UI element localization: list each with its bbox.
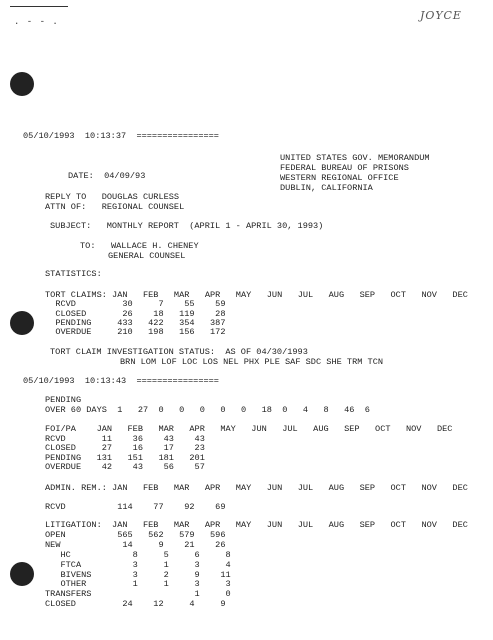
foi-row-closed: CLOSED 27 16 17 23 xyxy=(45,443,205,453)
foi-row-overdue: OVERDUE 42 43 56 57 xyxy=(45,462,205,472)
lit-table-header: LITIGATION: JAN FEB MAR APR MAY JUN JUL AUG SEP OCT NOV DEC xyxy=(45,520,468,530)
tort-table-header: TORT CLAIMS: JAN FEB MAR APR MAY JUN JUL AUG SEP OCT NOV DEC xyxy=(45,290,468,300)
punch-hole-middle xyxy=(10,311,34,335)
statistics-heading: STATISTICS: xyxy=(45,269,102,279)
foi-row-pending: PENDING 131 151 181 201 xyxy=(45,453,205,463)
investigation-status: TORT CLAIM INVESTIGATION STATUS: AS OF 04/30/1993 xyxy=(50,347,308,357)
punch-hole-bottom xyxy=(10,562,34,586)
memo-header-line-2: FEDERAL BUREAU OF PRISONS xyxy=(280,163,409,173)
lit-row-bivens: BIVENS 3 2 9 11 xyxy=(45,570,231,580)
scribble-marks: . - - . xyxy=(14,17,59,27)
lit-row-ftca: FTCA 3 1 3 4 xyxy=(45,560,231,570)
memo-header-line-3: WESTERN REGIONAL OFFICE xyxy=(280,173,399,183)
lit-row-other: OTHER 1 1 3 3 xyxy=(45,579,231,589)
subject: SUBJECT: MONTHLY REPORT (APRIL 1 - APRIL 30, 1993) xyxy=(50,221,324,231)
investigation-sites: BRN LOM LOF LOC LOS NEL PHX PLE SAF SDC SHE TRM TCN xyxy=(120,357,384,367)
foi-row-rcvd: RCVD 11 36 43 43 xyxy=(45,434,205,444)
pending-label: PENDING xyxy=(45,395,82,405)
lit-row-hc: HC 8 5 6 8 xyxy=(45,550,231,560)
lit-row-open: OPEN 565 562 579 596 xyxy=(45,530,226,540)
to-title: GENERAL COUNSEL xyxy=(108,251,186,261)
admin-row-rcvd: RCVD 114 77 92 69 xyxy=(45,502,226,512)
reply-to: REPLY TO DOUGLAS CURLESS xyxy=(45,192,180,202)
to-name: TO: WALLACE H. CHENEY xyxy=(80,241,199,251)
attn-of: ATTN OF: REGIONAL COUNSEL xyxy=(45,202,185,212)
tort-row-pending: PENDING 433 422 354 387 xyxy=(45,318,226,328)
top-rule xyxy=(10,6,68,7)
admin-table-header: ADMIN. REM.: JAN FEB MAR APR MAY JUN JUL AUG SEP OCT NOV DEC xyxy=(45,483,468,493)
pending-over-60: OVER 60 DAYS 1 27 0 0 0 0 0 18 0 4 8 46 6 xyxy=(45,405,370,415)
tort-row-closed: CLOSED 26 18 119 28 xyxy=(45,309,226,319)
foi-table-header: FOI/PA JAN FEB MAR APR MAY JUN JUL AUG SEP OCT NOV DEC xyxy=(45,424,453,434)
memo-header-line-4: DUBLIN, CALIFORNIA xyxy=(280,183,373,193)
tort-row-overdue: OVERDUE 210 198 156 172 xyxy=(45,327,226,337)
timestamp-1: 05/10/1993 10:13:37 ================ xyxy=(23,131,219,141)
tort-row-rcvd: RCVD 30 7 55 59 xyxy=(45,299,226,309)
timestamp-2: 05/10/1993 10:13:43 ================ xyxy=(23,376,219,386)
memo-header-line-1: UNITED STATES GOV. MEMORANDUM xyxy=(280,153,430,163)
lit-row-closed: CLOSED 24 12 4 9 xyxy=(45,599,226,609)
memo-date: DATE: 04/09/93 xyxy=(68,171,146,181)
punch-hole-top xyxy=(10,72,34,96)
lit-row-transfers: TRANSFERS 1 0 xyxy=(45,589,231,599)
handwritten-note: JOYCE xyxy=(420,9,462,22)
lit-row-new: NEW 14 9 21 26 xyxy=(45,540,226,550)
